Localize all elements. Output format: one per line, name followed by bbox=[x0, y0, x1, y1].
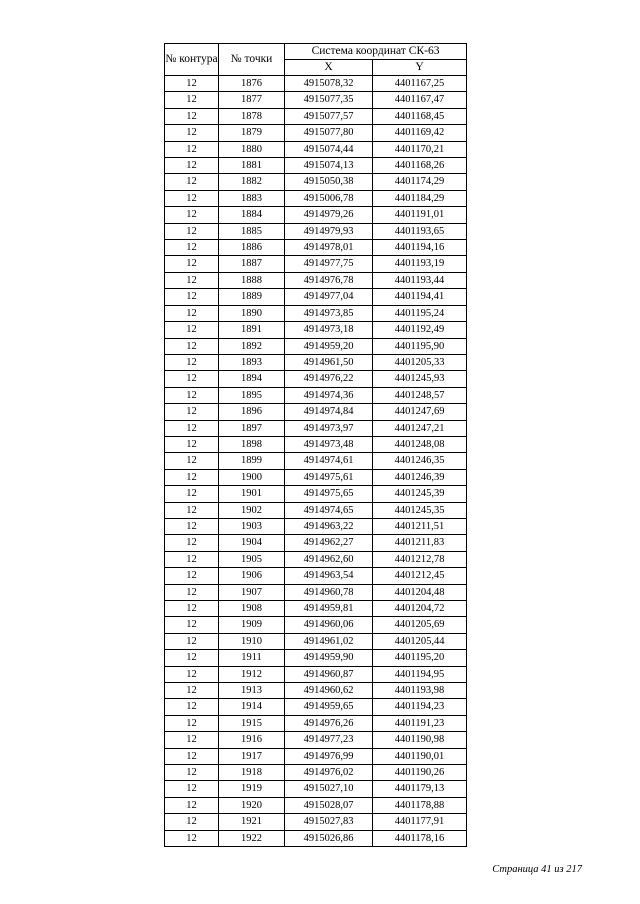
cell-point-no: 1893 bbox=[219, 354, 285, 370]
table-row bbox=[165, 223, 467, 239]
table-row bbox=[165, 486, 467, 502]
coordinates-table bbox=[164, 43, 467, 847]
cell-point-no: 1877 bbox=[219, 92, 285, 108]
cell-y: 4401191,01 bbox=[373, 207, 467, 223]
cell-x: 4914975,65 bbox=[285, 486, 373, 502]
cell-y: 4401245,39 bbox=[373, 486, 467, 502]
cell-contour-no: 12 bbox=[165, 518, 219, 534]
cell-x: 4914977,75 bbox=[285, 256, 373, 272]
cell-x: 4914962,27 bbox=[285, 535, 373, 551]
cell-point-no: 1904 bbox=[219, 535, 285, 551]
cell-y: 4401178,88 bbox=[373, 797, 467, 813]
cell-contour-no: 12 bbox=[165, 158, 219, 174]
table-row bbox=[165, 404, 467, 420]
cell-x: 4915077,35 bbox=[285, 92, 373, 108]
cell-contour-no: 12 bbox=[165, 601, 219, 617]
table-row bbox=[165, 617, 467, 633]
cell-x: 4914974,84 bbox=[285, 404, 373, 420]
cell-point-no: 1887 bbox=[219, 256, 285, 272]
cell-point-no: 1883 bbox=[219, 190, 285, 206]
cell-y: 4401212,78 bbox=[373, 551, 467, 567]
header-y: Y bbox=[373, 60, 467, 76]
cell-x: 4914963,54 bbox=[285, 568, 373, 584]
cell-y: 4401193,65 bbox=[373, 223, 467, 239]
cell-x: 4914959,20 bbox=[285, 338, 373, 354]
cell-point-no: 1879 bbox=[219, 125, 285, 141]
cell-contour-no: 12 bbox=[165, 453, 219, 469]
cell-contour-no: 12 bbox=[165, 715, 219, 731]
cell-y: 4401246,35 bbox=[373, 453, 467, 469]
table-row bbox=[165, 830, 467, 846]
cell-y: 4401194,16 bbox=[373, 240, 467, 256]
cell-y: 4401194,41 bbox=[373, 289, 467, 305]
cell-point-no: 1886 bbox=[219, 240, 285, 256]
cell-y: 4401168,26 bbox=[373, 158, 467, 174]
cell-x: 4914979,26 bbox=[285, 207, 373, 223]
cell-point-no: 1905 bbox=[219, 551, 285, 567]
cell-point-no: 1890 bbox=[219, 305, 285, 321]
cell-point-no: 1922 bbox=[219, 830, 285, 846]
cell-contour-no: 12 bbox=[165, 141, 219, 157]
cell-x: 4914973,97 bbox=[285, 420, 373, 436]
cell-contour-no: 12 bbox=[165, 486, 219, 502]
cell-y: 4401205,44 bbox=[373, 633, 467, 649]
cell-contour-no: 12 bbox=[165, 765, 219, 781]
cell-y: 4401190,98 bbox=[373, 732, 467, 748]
cell-y: 4401245,93 bbox=[373, 371, 467, 387]
cell-point-no: 1914 bbox=[219, 699, 285, 715]
cell-contour-no: 12 bbox=[165, 568, 219, 584]
cell-y: 4401192,49 bbox=[373, 322, 467, 338]
cell-contour-no: 12 bbox=[165, 404, 219, 420]
cell-contour-no: 12 bbox=[165, 354, 219, 370]
cell-point-no: 1902 bbox=[219, 502, 285, 518]
table-row bbox=[165, 272, 467, 288]
table-row bbox=[165, 601, 467, 617]
table-row bbox=[165, 502, 467, 518]
cell-x: 4914973,48 bbox=[285, 436, 373, 452]
cell-y: 4401246,39 bbox=[373, 469, 467, 485]
cell-x: 4914960,06 bbox=[285, 617, 373, 633]
cell-y: 4401179,13 bbox=[373, 781, 467, 797]
cell-y: 4401177,91 bbox=[373, 814, 467, 830]
table-row bbox=[165, 125, 467, 141]
table-row bbox=[165, 354, 467, 370]
table-body bbox=[165, 76, 467, 847]
table-row bbox=[165, 666, 467, 682]
cell-y: 4401205,33 bbox=[373, 354, 467, 370]
cell-contour-no: 12 bbox=[165, 371, 219, 387]
cell-contour-no: 12 bbox=[165, 797, 219, 813]
cell-y: 4401174,29 bbox=[373, 174, 467, 190]
cell-x: 4914959,90 bbox=[285, 650, 373, 666]
table-row bbox=[165, 781, 467, 797]
table-row bbox=[165, 322, 467, 338]
cell-point-no: 1921 bbox=[219, 814, 285, 830]
cell-x: 4915028,07 bbox=[285, 797, 373, 813]
cell-x: 4914963,22 bbox=[285, 518, 373, 534]
cell-y: 4401195,20 bbox=[373, 650, 467, 666]
cell-contour-no: 12 bbox=[165, 469, 219, 485]
cell-contour-no: 12 bbox=[165, 256, 219, 272]
cell-point-no: 1910 bbox=[219, 633, 285, 649]
cell-y: 4401194,95 bbox=[373, 666, 467, 682]
cell-x: 4914974,65 bbox=[285, 502, 373, 518]
cell-y: 4401211,51 bbox=[373, 518, 467, 534]
cell-y: 4401212,45 bbox=[373, 568, 467, 584]
cell-x: 4914959,81 bbox=[285, 601, 373, 617]
cell-contour-no: 12 bbox=[165, 190, 219, 206]
cell-contour-no: 12 bbox=[165, 125, 219, 141]
table-row bbox=[165, 256, 467, 272]
cell-x: 4915027,10 bbox=[285, 781, 373, 797]
cell-y: 4401178,16 bbox=[373, 830, 467, 846]
cell-y: 4401190,26 bbox=[373, 765, 467, 781]
cell-contour-no: 12 bbox=[165, 535, 219, 551]
cell-y: 4401247,21 bbox=[373, 420, 467, 436]
table-row bbox=[165, 76, 467, 92]
table-row bbox=[165, 797, 467, 813]
cell-x: 4915027,83 bbox=[285, 814, 373, 830]
header-point-no: № точки bbox=[219, 44, 285, 76]
cell-y: 4401248,57 bbox=[373, 387, 467, 403]
cell-x: 4915077,80 bbox=[285, 125, 373, 141]
cell-y: 4401169,42 bbox=[373, 125, 467, 141]
cell-point-no: 1888 bbox=[219, 272, 285, 288]
cell-x: 4915078,32 bbox=[285, 76, 373, 92]
cell-y: 4401168,45 bbox=[373, 108, 467, 124]
cell-point-no: 1917 bbox=[219, 748, 285, 764]
cell-contour-no: 12 bbox=[165, 699, 219, 715]
cell-point-no: 1894 bbox=[219, 371, 285, 387]
cell-y: 4401167,25 bbox=[373, 76, 467, 92]
cell-contour-no: 12 bbox=[165, 108, 219, 124]
cell-x: 4914976,26 bbox=[285, 715, 373, 731]
table-row bbox=[165, 207, 467, 223]
cell-x: 4914959,65 bbox=[285, 699, 373, 715]
table-row bbox=[165, 305, 467, 321]
cell-y: 4401248,08 bbox=[373, 436, 467, 452]
table-row bbox=[165, 108, 467, 124]
cell-contour-no: 12 bbox=[165, 223, 219, 239]
table-row bbox=[165, 732, 467, 748]
header-x: X bbox=[285, 60, 373, 76]
table-row bbox=[165, 633, 467, 649]
cell-point-no: 1881 bbox=[219, 158, 285, 174]
cell-x: 4914960,78 bbox=[285, 584, 373, 600]
cell-x: 4914974,61 bbox=[285, 453, 373, 469]
cell-contour-no: 12 bbox=[165, 387, 219, 403]
cell-contour-no: 12 bbox=[165, 174, 219, 190]
cell-point-no: 1912 bbox=[219, 666, 285, 682]
cell-point-no: 1906 bbox=[219, 568, 285, 584]
cell-y: 4401194,23 bbox=[373, 699, 467, 715]
cell-point-no: 1915 bbox=[219, 715, 285, 731]
cell-x: 4914976,02 bbox=[285, 765, 373, 781]
cell-contour-no: 12 bbox=[165, 830, 219, 846]
cell-point-no: 1889 bbox=[219, 289, 285, 305]
cell-contour-no: 12 bbox=[165, 781, 219, 797]
cell-point-no: 1896 bbox=[219, 404, 285, 420]
table-row bbox=[165, 568, 467, 584]
cell-point-no: 1897 bbox=[219, 420, 285, 436]
cell-contour-no: 12 bbox=[165, 617, 219, 633]
cell-x: 4915077,57 bbox=[285, 108, 373, 124]
table-row bbox=[165, 436, 467, 452]
cell-x: 4914977,23 bbox=[285, 732, 373, 748]
cell-y: 4401247,69 bbox=[373, 404, 467, 420]
cell-contour-no: 12 bbox=[165, 92, 219, 108]
cell-contour-no: 12 bbox=[165, 584, 219, 600]
cell-x: 4914960,87 bbox=[285, 666, 373, 682]
table-row bbox=[165, 141, 467, 157]
cell-x: 4914961,02 bbox=[285, 633, 373, 649]
cell-contour-no: 12 bbox=[165, 748, 219, 764]
cell-contour-no: 12 bbox=[165, 207, 219, 223]
cell-point-no: 1908 bbox=[219, 601, 285, 617]
table-row bbox=[165, 699, 467, 715]
table-row bbox=[165, 584, 467, 600]
table-row bbox=[165, 650, 467, 666]
table-row bbox=[165, 174, 467, 190]
header-coordinate-system: Система координат СК-63 bbox=[285, 44, 467, 60]
table-row bbox=[165, 371, 467, 387]
cell-y: 4401195,90 bbox=[373, 338, 467, 354]
cell-y: 4401195,24 bbox=[373, 305, 467, 321]
cell-y: 4401184,29 bbox=[373, 190, 467, 206]
table-row bbox=[165, 338, 467, 354]
table-row bbox=[165, 158, 467, 174]
cell-contour-no: 12 bbox=[165, 650, 219, 666]
table-row bbox=[165, 518, 467, 534]
table-row bbox=[165, 190, 467, 206]
cell-point-no: 1892 bbox=[219, 338, 285, 354]
cell-x: 4914973,18 bbox=[285, 322, 373, 338]
cell-x: 4914976,99 bbox=[285, 748, 373, 764]
cell-x: 4914975,61 bbox=[285, 469, 373, 485]
cell-contour-no: 12 bbox=[165, 551, 219, 567]
table-row bbox=[165, 469, 467, 485]
cell-contour-no: 12 bbox=[165, 289, 219, 305]
cell-x: 4914976,78 bbox=[285, 272, 373, 288]
cell-x: 4914977,04 bbox=[285, 289, 373, 305]
cell-x: 4915006,78 bbox=[285, 190, 373, 206]
table-row bbox=[165, 551, 467, 567]
cell-y: 4401245,35 bbox=[373, 502, 467, 518]
cell-point-no: 1884 bbox=[219, 207, 285, 223]
cell-x: 4914979,93 bbox=[285, 223, 373, 239]
table-row bbox=[165, 240, 467, 256]
table-header bbox=[165, 44, 467, 76]
table-row bbox=[165, 453, 467, 469]
cell-contour-no: 12 bbox=[165, 502, 219, 518]
cell-y: 4401204,72 bbox=[373, 601, 467, 617]
cell-point-no: 1903 bbox=[219, 518, 285, 534]
cell-x: 4914961,50 bbox=[285, 354, 373, 370]
cell-point-no: 1920 bbox=[219, 797, 285, 813]
cell-x: 4915026,86 bbox=[285, 830, 373, 846]
cell-x: 4914974,36 bbox=[285, 387, 373, 403]
cell-point-no: 1898 bbox=[219, 436, 285, 452]
cell-y: 4401190,01 bbox=[373, 748, 467, 764]
cell-contour-no: 12 bbox=[165, 666, 219, 682]
cell-y: 4401193,44 bbox=[373, 272, 467, 288]
cell-contour-no: 12 bbox=[165, 633, 219, 649]
cell-y: 4401205,69 bbox=[373, 617, 467, 633]
cell-y: 4401191,23 bbox=[373, 715, 467, 731]
table-row bbox=[165, 748, 467, 764]
cell-point-no: 1899 bbox=[219, 453, 285, 469]
cell-contour-no: 12 bbox=[165, 436, 219, 452]
cell-point-no: 1885 bbox=[219, 223, 285, 239]
cell-point-no: 1891 bbox=[219, 322, 285, 338]
cell-point-no: 1909 bbox=[219, 617, 285, 633]
header-contour-no: № контура bbox=[165, 44, 219, 76]
cell-point-no: 1900 bbox=[219, 469, 285, 485]
table-row bbox=[165, 765, 467, 781]
cell-x: 4914976,22 bbox=[285, 371, 373, 387]
cell-x: 4914978,01 bbox=[285, 240, 373, 256]
table-row bbox=[165, 715, 467, 731]
cell-point-no: 1918 bbox=[219, 765, 285, 781]
cell-point-no: 1895 bbox=[219, 387, 285, 403]
cell-y: 4401204,48 bbox=[373, 584, 467, 600]
cell-contour-no: 12 bbox=[165, 240, 219, 256]
cell-contour-no: 12 bbox=[165, 322, 219, 338]
cell-contour-no: 12 bbox=[165, 272, 219, 288]
table-row bbox=[165, 683, 467, 699]
cell-x: 4915050,38 bbox=[285, 174, 373, 190]
cell-point-no: 1907 bbox=[219, 584, 285, 600]
table-row bbox=[165, 420, 467, 436]
cell-point-no: 1916 bbox=[219, 732, 285, 748]
table-row bbox=[165, 92, 467, 108]
cell-point-no: 1878 bbox=[219, 108, 285, 124]
cell-point-no: 1911 bbox=[219, 650, 285, 666]
cell-x: 4914962,60 bbox=[285, 551, 373, 567]
cell-x: 4914960,62 bbox=[285, 683, 373, 699]
cell-y: 4401170,21 bbox=[373, 141, 467, 157]
cell-y: 4401211,83 bbox=[373, 535, 467, 551]
cell-x: 4915074,13 bbox=[285, 158, 373, 174]
cell-y: 4401167,47 bbox=[373, 92, 467, 108]
table-row bbox=[165, 535, 467, 551]
cell-x: 4915074,44 bbox=[285, 141, 373, 157]
cell-point-no: 1882 bbox=[219, 174, 285, 190]
cell-point-no: 1880 bbox=[219, 141, 285, 157]
cell-contour-no: 12 bbox=[165, 420, 219, 436]
cell-point-no: 1901 bbox=[219, 486, 285, 502]
table-row bbox=[165, 814, 467, 830]
cell-contour-no: 12 bbox=[165, 305, 219, 321]
cell-y: 4401193,98 bbox=[373, 683, 467, 699]
cell-contour-no: 12 bbox=[165, 683, 219, 699]
cell-y: 4401193,19 bbox=[373, 256, 467, 272]
cell-point-no: 1913 bbox=[219, 683, 285, 699]
cell-contour-no: 12 bbox=[165, 76, 219, 92]
page-number-footer: Страница 41 из 217 bbox=[492, 864, 582, 875]
cell-point-no: 1919 bbox=[219, 781, 285, 797]
cell-x: 4914973,85 bbox=[285, 305, 373, 321]
cell-contour-no: 12 bbox=[165, 814, 219, 830]
cell-contour-no: 12 bbox=[165, 338, 219, 354]
cell-contour-no: 12 bbox=[165, 732, 219, 748]
table-row bbox=[165, 387, 467, 403]
table-row bbox=[165, 289, 467, 305]
cell-point-no: 1876 bbox=[219, 76, 285, 92]
